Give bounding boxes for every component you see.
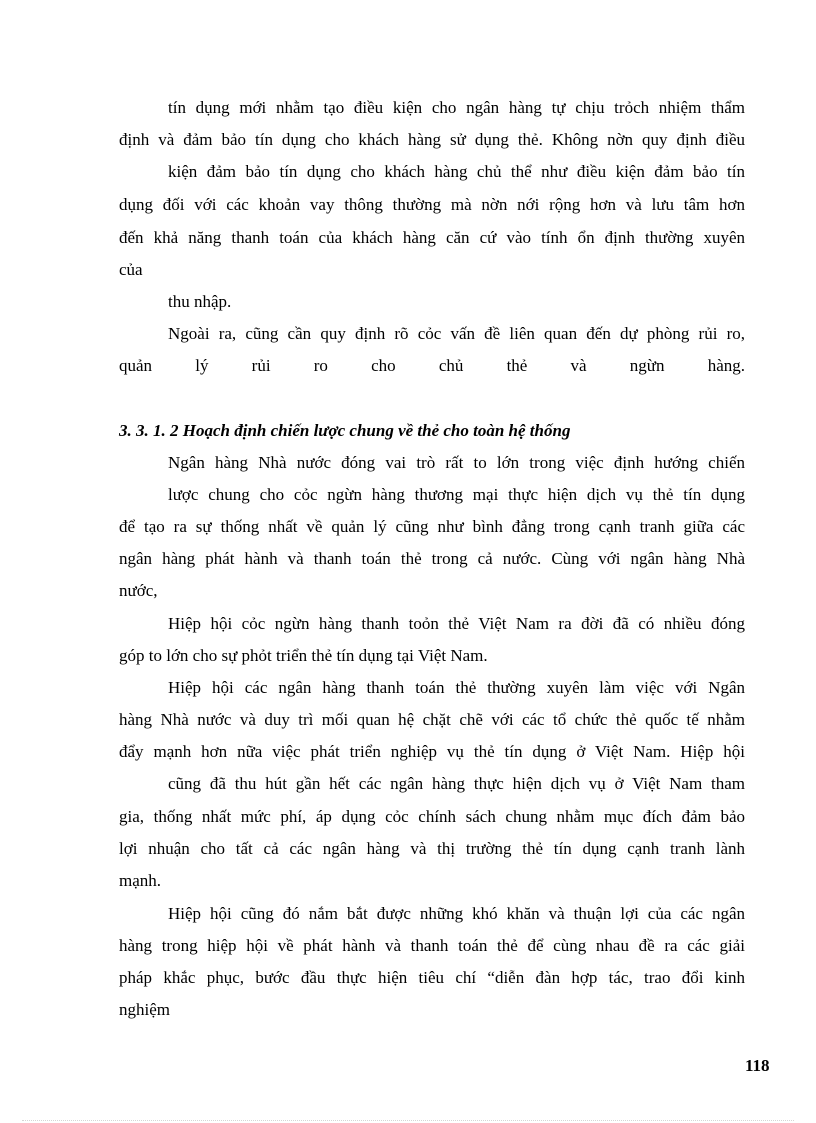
text-line: gia, thống nhất mức phí, áp dụng cỏc chính sách chung nhằm mục đích đảm bảo — [119, 807, 745, 826]
text-line: ngân hàng phát hành và thanh toán thẻ trong cả nước. Cùng với ngân hàng Nhà — [119, 549, 745, 568]
text-line: Hiệp hội các ngân hàng thanh toán thẻ thường xuyên làm việc với Ngân — [168, 678, 745, 697]
text-line: hàng trong hiệp hội về phát hành và thanh toán thẻ để cùng nhau đề ra các giải — [119, 936, 745, 955]
text-line: định và đảm bảo tín dụng cho khách hàng sử dụng thẻ. Không nờn quy định điều — [119, 130, 745, 149]
text-line: hàng Nhà nước và duy trì mối quan hệ chặt chẽ với các tổ chức thẻ quốc tế nhằm — [119, 710, 745, 729]
text-line: nghiệm — [119, 1000, 170, 1019]
text-line: đến khả năng thanh toán của khách hàng căn cứ vào tính ổn định thường xuyên — [119, 228, 745, 247]
footer-divider — [22, 1120, 794, 1121]
text-line: tín dụng mới nhằm tạo điều kiện cho ngân hàng tự chịu trỏch nhiệm thẩm — [168, 98, 745, 117]
text-line: pháp khắc phục, bước đầu thực hiện tiêu chí “diễn đàn hợp tác, trao đổi kinh — [119, 968, 745, 987]
text-line: đẩy mạnh hơn nữa việc phát triển nghiệp vụ thẻ tín dụng ở Việt Nam. Hiệp hội — [119, 742, 745, 761]
text-line: kiện đảm bảo tín dụng cho khách hàng chủ thể như điều kiện đảm bảo tín — [168, 162, 745, 181]
text-line: nước, — [119, 581, 158, 600]
text-line: để tạo ra sự thống nhất về quản lý cũng như bình đẳng trong cạnh tranh giữa các — [119, 517, 745, 536]
text-line: Hiệp hội cỏc ngừn hàng thanh toỏn thẻ Việt Nam ra đời đã có nhiều đóng — [168, 614, 745, 633]
text-line: góp to lớn cho sự phỏt triển thẻ tín dụng tại Việt Nam. — [119, 646, 488, 665]
text-line: quản lý rủi ro cho chủ thẻ và ngừn hàng. — [119, 356, 745, 375]
text-line: lợi nhuận cho tất cả các ngân hàng và thị trường thẻ tín dụng cạnh tranh lành — [119, 839, 745, 858]
page-number: 118 — [745, 1056, 770, 1075]
text-line: của — [119, 260, 143, 279]
text-line: Hiệp hội cũng đó nắm bắt được những khó khăn và thuận lợi của các ngân — [168, 904, 745, 923]
text-line: lược chung cho cỏc ngừn hàng thương mại thực hiện dịch vụ thẻ tín dụng — [168, 485, 745, 504]
text-line: mạnh. — [119, 871, 162, 890]
text-line: thu nhập. — [168, 292, 232, 311]
section-heading: 3. 3. 1. 2 Hoạch định chiến lược chung về thẻ cho toàn hệ thống — [119, 421, 571, 440]
text-line: Ngoài ra, cũng cần quy định rõ cỏc vấn đề liên quan đến dự phòng rủi ro, — [168, 324, 745, 343]
text-line: Ngân hàng Nhà nước đóng vai trò rất to lớn trong việc định hướng chiến — [168, 453, 745, 472]
text-line: cũng đã thu hút gần hết các ngân hàng thực hiện dịch vụ ở Việt Nam tham — [168, 774, 745, 793]
text-line: dụng đối với các khoản vay thông thường mà nờn nới rộng hơn và lưu tâm hơn — [119, 195, 745, 214]
